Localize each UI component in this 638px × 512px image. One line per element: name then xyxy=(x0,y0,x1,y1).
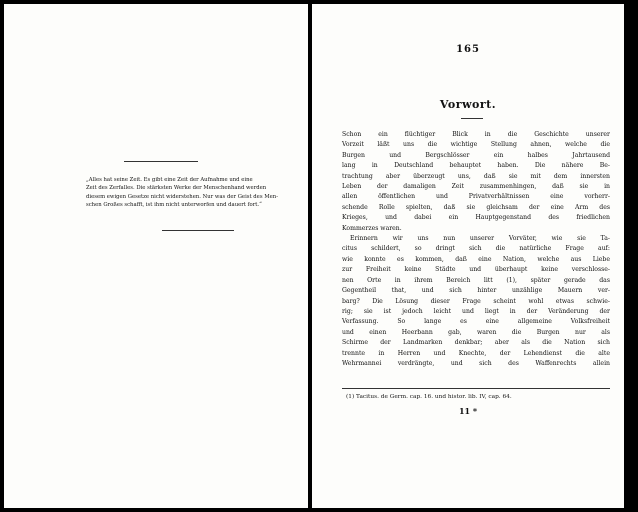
body-line: rig; sie ist jedoch leicht und liegt in der Veränderung der xyxy=(342,307,610,315)
body-line: trachtung aber überzeugt uns, daß sie mit dem innersten xyxy=(342,172,610,180)
body-line: trennte in Herren und Knechte, der Lehendienst die alte xyxy=(342,349,610,357)
body-line: barg? Die Lösung dieser Frage scheint wohl etwas schwie- xyxy=(342,297,610,305)
body-line: lang in Deutschland behauptet haben. Die nähere Be- xyxy=(342,162,610,170)
left-page xyxy=(4,4,308,508)
body-line: Schirme der Landmarken denkbar; aber als die Nation sich xyxy=(342,339,610,347)
body-line: Vorzeit läßt uns die wichtige Stellung ahnen, welche die xyxy=(342,141,610,149)
chapter-heading: Vorwort. xyxy=(439,98,497,111)
body-line: Gegentheil that, und sich hinter unzählige Mauern ver- xyxy=(342,287,610,295)
body-line: Wehrmannei verdrängte, und sich des Waffenrechts allein xyxy=(342,359,610,367)
epigraph-bottom-rule xyxy=(162,230,234,231)
body-line: allen öffentlichen und Privatverhältnissen eine vorherr- xyxy=(342,193,610,201)
epigraph-line: schen Großes schafft, ist ihm nicht unterworfen und dauert fort.“ xyxy=(86,202,262,209)
epigraph-line: „Alles hat seine Zeit. Es gibt eine Zeit der Aufnahme und eine xyxy=(86,177,253,183)
body-line: Kommerzes waren. xyxy=(342,224,402,232)
footnote: (1) Tacitus. de Germ. cap. 16. und histor. lib. IV, cap. 64. xyxy=(346,394,512,400)
epigraph-line: Zeit des Zerfalles. Die stärksten Werke der Menschenhand werden xyxy=(86,185,267,192)
body-line: wie konnte es kommen, daß eine Nation, welche aus Liebe xyxy=(342,255,610,263)
epigraph-top-rule xyxy=(124,161,198,162)
body-line: nen Orte in ihrem Bereich litt (1), später gerade das xyxy=(342,276,610,284)
body-line: zur Freiheit keine Städte und überhaupt keine verschlosse- xyxy=(342,266,610,274)
body-line: Erinnern wir uns nun unserer Vorväter, wie sie Ta- xyxy=(350,235,610,243)
heading-rule xyxy=(461,118,483,119)
right-page xyxy=(312,4,624,508)
body-line: schende Rolle spielten, daß sie gleichsam der eine Arm des xyxy=(342,203,610,211)
body-line: und einen Heerbann gab, waren die Burgen nur als xyxy=(342,328,610,336)
body-line: Schon ein flüchtiger Blick in die Geschichte unserer xyxy=(342,131,610,138)
page-number: 165 xyxy=(456,44,480,55)
body-line: Krieges, und dabei ein Hauptgegenstand des friedlichen xyxy=(342,214,610,222)
footnote-rule xyxy=(342,388,610,389)
body-line: Burgen und Bergschlösser ein halbes Jahrtausend xyxy=(342,151,610,159)
epigraph-line: diesem ewigen Gesetze nicht widerstehen. Nur was der Geist des Men- xyxy=(86,193,278,200)
body-line: Verfassung. So lange es eine allgemeine Volksfreiheit xyxy=(342,318,610,326)
body-line: citus schildert, so dringt sich die natürliche Frage auf: xyxy=(342,245,610,253)
signature-mark: 11 * xyxy=(458,406,478,416)
epigraph xyxy=(86,176,301,210)
body-text xyxy=(342,130,610,369)
body-line: Leben der damaligen Zeit zusammenhingen, daß sie in xyxy=(342,183,610,191)
